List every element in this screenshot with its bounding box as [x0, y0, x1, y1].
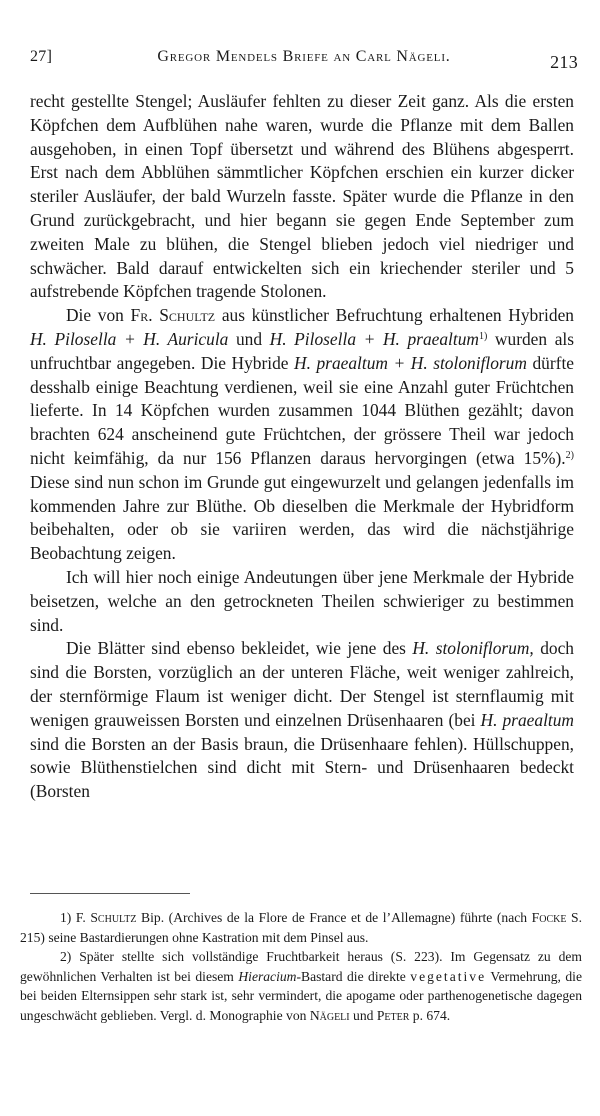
text-run: Die von [66, 305, 131, 326]
text-run: und [228, 328, 270, 349]
paragraph [30, 304, 574, 566]
text-run: Diese sind nun schon im Grunde gut eingewurzelt und gelangen jedenfalls im kommenden Jahre zur Blüthe. Ob dieselben die Merkmale der Hybridform beibehalten, oder ob sie variiren werden, das wird die nächstjährige Beobachtung zeigen. [30, 471, 574, 564]
page-number: 213 [550, 52, 578, 72]
text-run: S. 215) seine Bastardierungen ohne Kastration mit dem Pinsel aus. [20, 910, 582, 945]
text-run: sind die Borsten an der Basis braun, die Drüsenhaare fehlen). Hüllschuppen, sowie Blüthenstielchen sind dicht mit Stern- und Drüsenhaaren bedeckt (Borsten [30, 733, 574, 802]
text-run: Vermehrung, die bei beiden Elternsippen sehr stark ist, sehr vermindert, die apogame oder parthenogenetische dagegen ungeschwächt geblieben. Vergl. d. Monographie von [20, 968, 582, 1023]
text-run: Die Blätter sind ebenso bekleidet, wie jene des [66, 638, 413, 659]
text-run: H. praealtum [480, 709, 574, 730]
paragraph [30, 566, 574, 637]
footnote-ref: 2) [565, 449, 574, 461]
paragraph [30, 637, 574, 804]
text-run: Focke [531, 910, 567, 925]
text-run: vegetative [410, 968, 487, 984]
text-run: H. Pilosella + H. praealtum [269, 328, 479, 349]
footnote [20, 947, 582, 1025]
text-run: p. 674. [409, 1007, 451, 1023]
text-run: Hieracium [238, 968, 297, 984]
running-header [30, 44, 578, 74]
paragraph [30, 90, 574, 304]
text-run: Fr. Schultz [130, 305, 216, 326]
text-run: aus künstlicher Befruchtung erhaltenen Hybriden [215, 305, 574, 326]
text-run: 1) F. [60, 910, 91, 925]
text-run: Nägeli [309, 1007, 350, 1023]
text-run: H. stoloniflorum, [412, 638, 534, 659]
text-run: recht gestellte Stengel; Ausläufer fehlten zu dieser Zeit ganz. Als die ersten Köpfchen dem Aufblühen nahe waren, wurde die Pflanze mit dem Ballen ausgehoben, in einen Topf übersetzt und während des Blühens abgesperrt. Erst nach dem Abblühen sämmtlicher Köpfchen erschien ein kurzer dicker steriler Ausläufer, der bald Wurzeln fasste. Später wurde die Pflanze in den Grund zurückgebracht, und hier begann sie gegen Ende September zum zweiten Male zu blühen, die Stengel blieben jedoch viel niedriger und schwächer. Bald darauf entwickelten sich ein kriechender steriler und 5 aufstrebende Köpfchen tragende Stolonen. [30, 91, 574, 302]
main-text [30, 90, 574, 804]
text-run: doch sind die Borsten, vorzüglich an der unteren Fläche, weit weniger zahlreich, der sternförmige Flaum ist weniger dicht. Der Stengel ist sternflaumig mit wenigen grauweissen Borsten und einzelnen Drüsenhaaren (bei [30, 638, 574, 730]
text-run: -Bastard die direkte [296, 968, 411, 984]
text-run: Peter [376, 1007, 410, 1023]
text-run: wurden als unfruchtbar angegeben. Die Hybride [30, 328, 575, 373]
footnotes [20, 908, 582, 1026]
text-run: Bip. (Archives de la Flore de France et de l’Allemagne) führte (nach [136, 910, 532, 925]
text-run: 2) Später stellte sich vollständige Fruchtbarkeit heraus (S. 223). Im Gegensatz zu dem gewöhnlichen Verhalten ist bei diesem [20, 949, 582, 984]
text-run: und [349, 1007, 377, 1023]
letter-number-marker: 27] [30, 48, 53, 65]
running-title: Gregor Mendels Briefe an Carl Nägeli. [157, 48, 451, 65]
text-run: dürfte desshalb einige Beachtung verdienen, weil sie eine Anzahl guter Früchtchen lieferte. In 14 Köpfchen wurden zusammen 1044 Blüthen gezählt; davon brachten 624 anscheinend gute Früchtchen, der grössere Theil war jedoch nicht keimfähig, da nur 156 Pflanzen daraus hervorgingen (etwa 15%). [30, 352, 574, 468]
text-run: H. Pilosella + H. Auricula [30, 328, 229, 349]
text-run: Schultz [90, 910, 137, 925]
footnote-ref: 1) [478, 330, 488, 342]
text-run: Ich will hier noch einige Andeutungen über jene Merkmale der Hybride beisetzen, welche an den getrockneten Theilen schwieriger zu bestimmen sind. [30, 566, 574, 635]
footnote-divider [30, 893, 190, 894]
footnote [20, 908, 582, 947]
text-run: H. praealtum + H. stoloniflorum [294, 352, 527, 373]
